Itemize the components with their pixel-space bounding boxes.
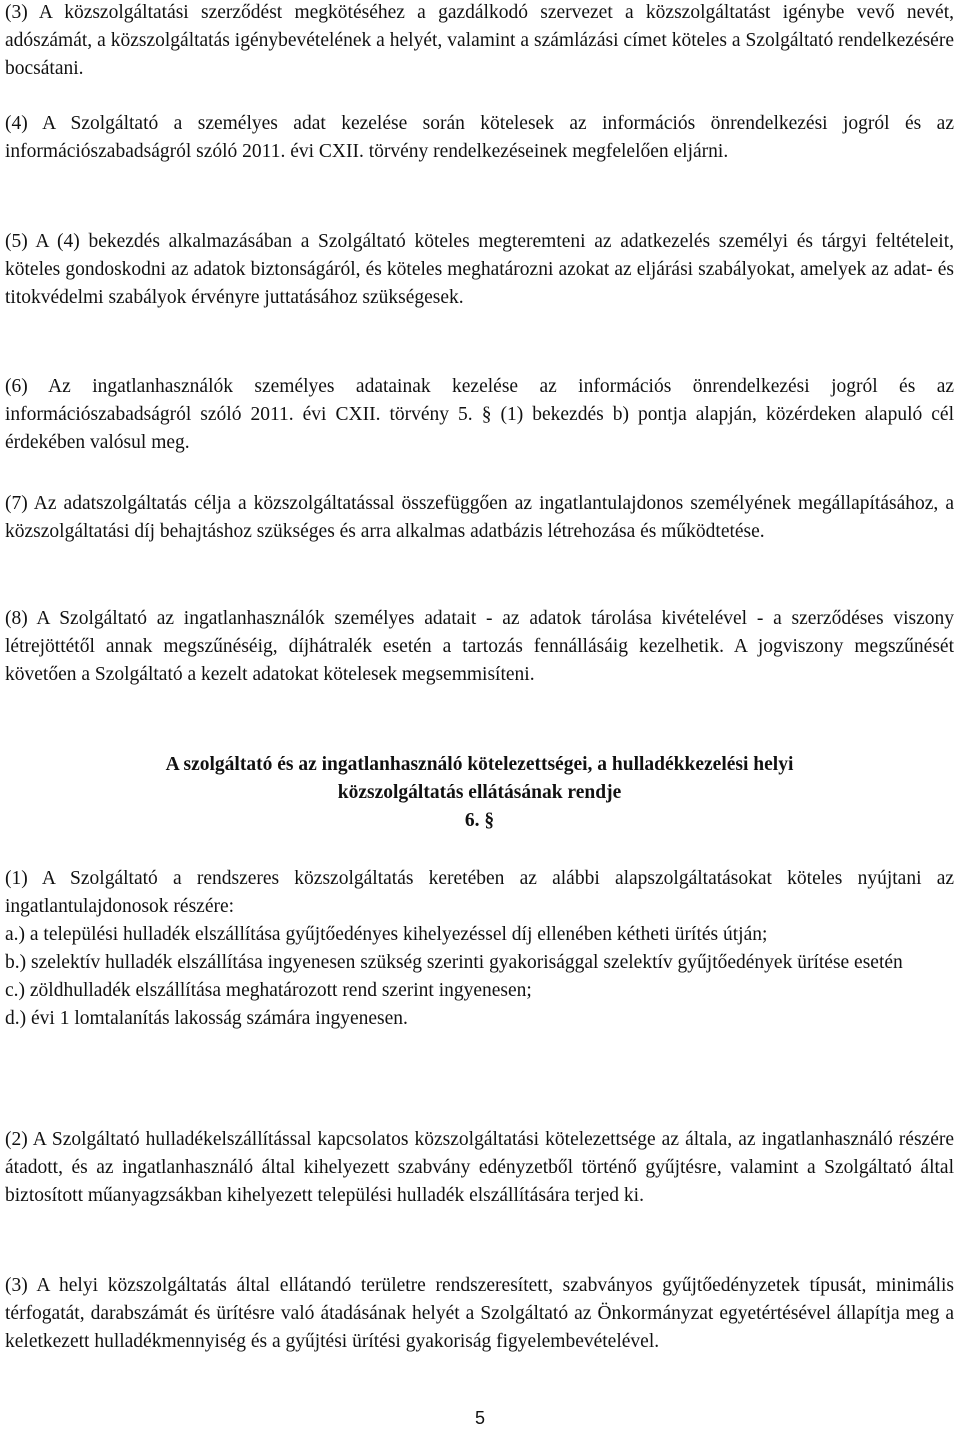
section-6-paragraph-1 bbox=[5, 865, 954, 1033]
paragraph-6: (6) Az ingatlanhasználók személyes adatainak kezelése az információs önrendelkezési jogról és az információszabadságról szóló 2011. évi CXII. törvény 5. § (1) bekezdés b) pontja alapján, közérdeken alapuló cél érdekében valósul meg. bbox=[5, 376, 954, 453]
paragraph-4: (4) A Szolgáltató a személyes adat kezelése során kötelesek az információs önrendelkezési jogról és az információszabadságról szóló 2011. évi CXII. törvény rendelkezéseinek megfelelően eljárni. bbox=[5, 113, 954, 162]
section-number: 6. § bbox=[464, 810, 495, 831]
heading-line-1: A szolgáltató és az ingatlanhasználó kötelezettségei, a hulladékkezelési helyi bbox=[165, 754, 794, 775]
list-item-c: c.) zöldhulladék elszállítása meghatározott rend szerint ingyenesen; bbox=[5, 980, 532, 1001]
heading-line-2: közszolgáltatás ellátásának rendje bbox=[337, 782, 622, 803]
paragraph-3: (3) A közszolgáltatási szerződést megkötéséhez a gazdálkodó szervezet a közszolgáltatást igénybe vevő nevét, adószámát, a közszolgáltatás igénybevételének a helyét, valamint a számlázási címet köteles a Szolgáltató rendelkezésére bocsátani. bbox=[5, 2, 954, 79]
paragraph-5: (5) A (4) bekezdés alkalmazásában a Szolgáltató köteles megteremteni az adatkezelés személyi és tárgyi feltételeit, köteles gondoskodni az adatok biztonságáról, és köteles meghatározni azokat az eljárási szabályokat, amelyek az adat- és titokvédelmi szabályok érvényre juttatásához szükségesek. bbox=[5, 231, 954, 308]
paragraph-7: (7) Az adatszolgáltatás célja a közszolgáltatással összefüggően az ingatlantulajdonos személyének megállapításához, a közszolgáltatási díj behajtáshoz szükséges és arra alkalmas adatbázis létrehozása és működtetése. bbox=[5, 493, 954, 542]
section-6-paragraph-3: (3) A helyi közszolgáltatás által ellátandó területre rendszeresített, szabványos gyűjtőedényzetek típusát, minimális térfogatát, darabszámát és ürítésre való átadásának helyét a Szolgáltató az Önkormányzat egyetértésével állapítja meg a keletkezett hulladékmennyiség és a gyűjtési ürítési gyakoriság figyelembevételével. bbox=[5, 1275, 954, 1352]
paragraph-1-intro: (1) A Szolgáltató a rendszeres közszolgáltatás keretében az alábbi alapszolgáltatásokat köteles nyújtani az ingatlantulajdonosok részére: bbox=[5, 868, 954, 917]
list-item-d: d.) évi 1 lomtalanítás lakosság számára ingyenesen. bbox=[5, 1008, 408, 1029]
list-item-a: a.) a települési hulladék elszállítása gyűjtőedényes kihelyezéssel díj ellenében kétheti ürítés útján; bbox=[5, 924, 768, 945]
list-item-b: b.) szelektív hulladék elszállítása ingyenesen szükség szerinti gyakorisággal szelektív gyűjtőedények ürítése esetén bbox=[5, 952, 903, 973]
page-number: 5 bbox=[474, 1408, 485, 1428]
section-heading bbox=[5, 751, 954, 835]
section-6-paragraph-2: (2) A Szolgáltató hulladékelszállítással kapcsolatos közszolgáltatási kötelezettsége az általa, az ingatlanhasználó részére átadott, és az ingatlanhasználó által kihelyezett szabvány edényzetből történő gyűjtésre, valamint a Szolgáltató által biztosított műanyagzsákban kihelyezett települési hulladék elszállítására terjed ki. bbox=[5, 1129, 954, 1206]
paragraph-8: (8) A Szolgáltató az ingatlanhasználók személyes adatait - az adatok tárolása kivételével - a szerződéses viszony létrejöttétől annak megszűnéséig, díjhátralék esetén a tartozás fennállásáig kezelhetik. A jogviszony megszűnését követően a Szolgáltató a kezelt adatokat kötelesek megsemmisíteni. bbox=[5, 608, 954, 685]
